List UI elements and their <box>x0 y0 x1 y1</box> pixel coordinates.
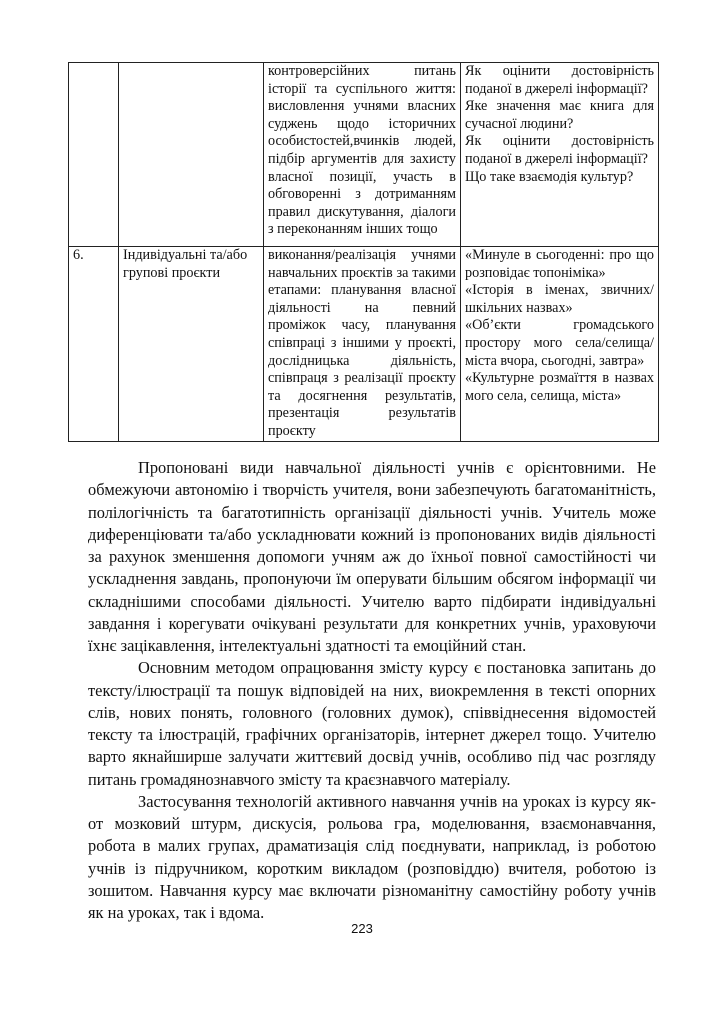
activity-description-cell: виконання/реалізація учнями навчальних проєктів за такими етапами: планування власної діяльності на певний проміжок часу, планування співпраці з іншими у проєкті, дослідницька діяльність, співпраця з реалізації проєкту та досягнення результатів, презентація результатів проєкту <box>264 247 461 442</box>
activities-table <box>68 62 659 442</box>
example-item: «Історія в іменах, звичних/шкільних назвах» <box>465 282 654 316</box>
example-item: Як оцінити достовірність поданої в джерелі інформації? <box>465 133 654 167</box>
example-item: Яке значення має книга для сучасної людини? <box>465 98 654 132</box>
examples-cell <box>461 247 659 442</box>
paragraph: Пропоновані види навчальної діяльності учнів є орієнтовними. Не обмежуючи автономію і творчість учителя, вони забезпечують багатоманітність, полілогічність та багатотипність організації діяльності учнів. Учитель може диференціювати та/або ускладнювати кожний із пропонованих видів діяльності за рахунок зменшення допомоги учням аж до їхньої повної самостійності чи ускладнення завдань, пропонуючи їм оперувати більшим обсягом інформації чи складнішими способами діяльності. Учителю варто підбирати індивідуальні завдання і корегувати очікувані результати для конкретних учнів, ураховуючи їхнє зацікавлення, інтелектуальні здатності та емоційний стан. <box>88 458 656 655</box>
page-number: 223 <box>351 921 373 936</box>
example-item: «Об’єкти громадського простору мого села/селища/міста вчора, сьогодні, завтра» <box>465 317 654 369</box>
example-item: «Минуле в сьогоденні: про що розповідає топоніміка» <box>465 247 654 281</box>
body-text <box>88 457 656 924</box>
paragraph: Основним методом опрацювання змісту курсу є постановка запитань до тексту/ілюстрації та пошук відповідей на них, виокремлення в тексті опорних слів, нових понять, головного (головних думок), співвіднесення відомостей тексту та ілюстрацій, графічних організаторів, інтернет джерел тощо. Учителю варто якнайширше залучати життєвий досвід учнів, особливо під час розгляду питань громадянознавчого змісту та краєзнавчого матеріалу. <box>88 658 656 789</box>
table-row <box>69 63 659 247</box>
example-item: «Культурне розмаїття в назвах мого села, селища, міста» <box>465 370 654 404</box>
example-item: Що таке взаємодія культур? <box>465 168 634 185</box>
examples-cell <box>461 63 659 247</box>
row-number-cell <box>69 63 119 247</box>
paragraph: Застосування технологій активного навчання учнів на уроках із курсу як-от мозковий штурм, дискусія, рольова гра, моделювання, взаємонавчання, робота в малих групах, драматизація слід поєднувати, наприклад, із роботою учнів із підручником, коротким викладом (розповіддю) вчителя, роботою із зошитом. Навчання курсу має включати різноманітну самостійну роботу учнів як на уроках, так і вдома. <box>88 791 656 922</box>
table-row <box>69 247 659 442</box>
activity-type-cell: Індивідуальні та/або групові проєкти <box>119 247 264 442</box>
row-number-cell: 6. <box>69 247 119 442</box>
activity-description-cell: контроверсійних питань історії та суспільного життя: висловлення учнями власних суджень щодо історичних особистостей,вчинків людей, підбір аргументів для захисту власної позиції, участь в обговоренні з дотриманням правил дискутування, діалоги з переконанням інших тощо <box>264 63 461 247</box>
activity-type-cell <box>119 63 264 247</box>
example-item: Як оцінити достовірність поданої в джерелі інформації? <box>465 63 654 97</box>
